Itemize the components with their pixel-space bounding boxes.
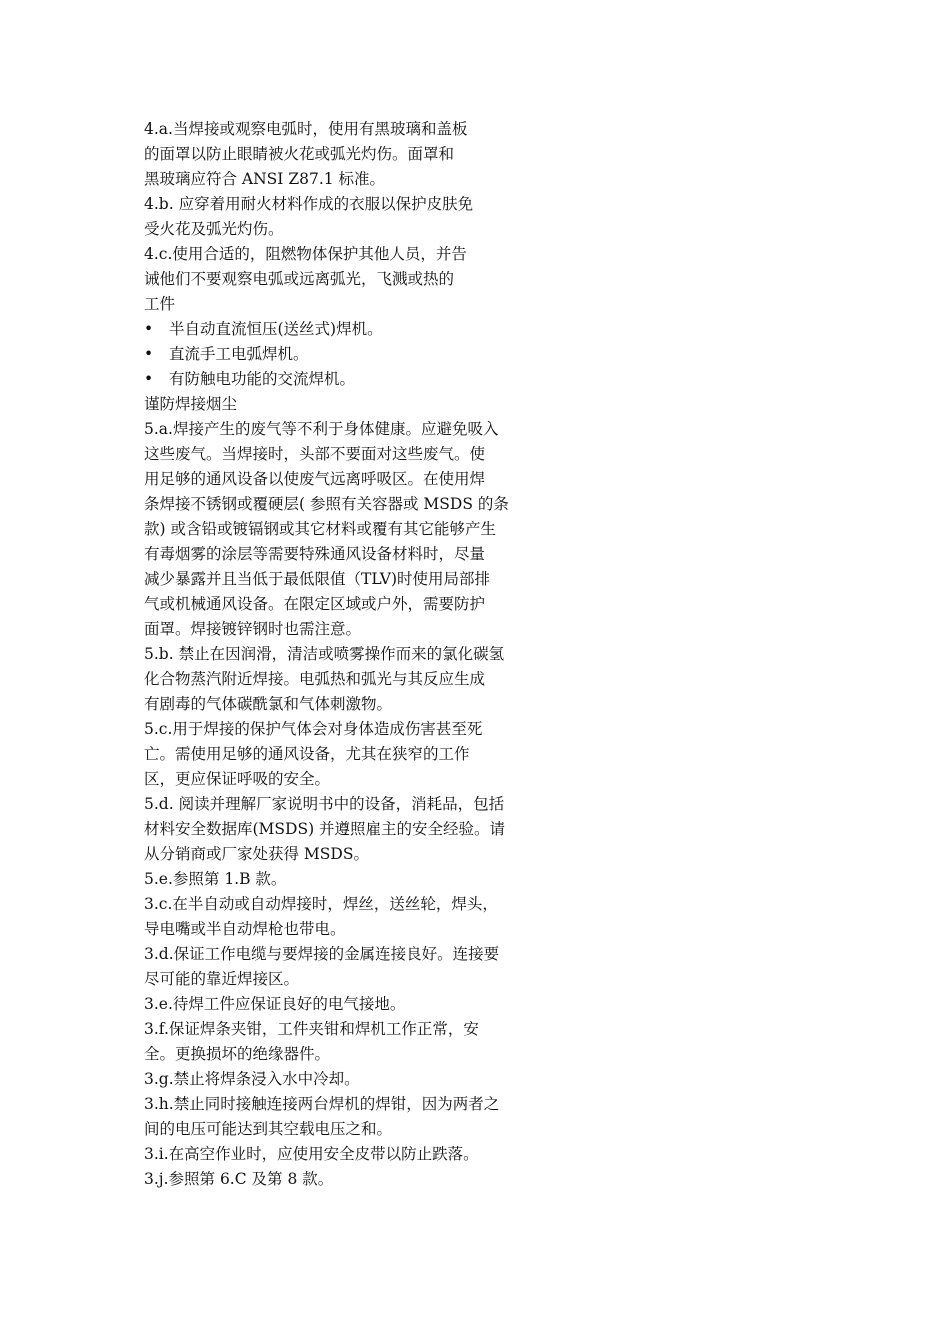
- text-line: 气或机械通风设备。在限定区域或户外，需要防护: [144, 595, 486, 613]
- text-line: 3.i.在高空作业时，应使用安全皮带以防止跌落。: [144, 1145, 479, 1163]
- text-line: 3.g.禁止将焊条浸入水中冷却。: [144, 1070, 360, 1088]
- text-line: 面罩。焊接镀锌钢时也需注意。: [144, 620, 362, 638]
- text-line: 有毒烟雾的涂层等需要特殊通风设备材料时，尽量: [144, 545, 486, 563]
- text-line: 从分销商或厂家处获得 MSDS。: [144, 845, 369, 863]
- text-line: 区，更应保证呼吸的安全。: [144, 770, 331, 788]
- text-line: 减少暴露并且当低于最低限值（TLV)时使用局部排: [144, 570, 491, 588]
- text-line: 5.e.参照第 1.B 款。: [144, 870, 287, 888]
- bullet-item: [144, 367, 564, 392]
- text-line: 条焊接不锈钢或覆硬层( 参照有关容器或 MSDS 的条: [144, 495, 509, 513]
- text-line: 亡。需使用足够的通风设备，尤其在狭窄的工作: [144, 745, 470, 763]
- text-line: 5.b. 禁止在因润滑，清洁或喷雾操作而来的氯化碳氢: [144, 645, 505, 663]
- text-line: 受火花及弧光灼伤。: [144, 220, 284, 238]
- text-line: 用足够的通风设备以使废气远离呼吸区。在使用焊: [144, 470, 486, 488]
- text-line: 有剧毒的气体碳酰氯和气体刺激物。: [144, 695, 393, 713]
- document-body: [144, 117, 564, 1192]
- bullet-icon: •: [144, 345, 154, 363]
- bullet-text: 有防触电功能的交流焊机。: [169, 370, 356, 388]
- text-line: 全。更换损坏的绝缘器件。: [144, 1045, 331, 1063]
- text-line: 导电嘴或半自动焊枪也带电。: [144, 920, 346, 938]
- section-heading: 谨防焊接烟尘: [144, 395, 238, 413]
- bullet-icon: •: [144, 320, 154, 338]
- text-line: 材料安全数据库(MSDS) 并遵照雇主的安全经验。请: [144, 820, 506, 838]
- text-line: 3.j.参照第 6.C 及第 8 款。: [144, 1170, 334, 1188]
- text-line: 3.h.禁止同时接触连接两台焊机的焊钳，因为两者之: [144, 1095, 500, 1113]
- text-line: 4.c.使用合适的，阻燃物体保护其他人员，并告: [144, 245, 467, 263]
- text-line: 4.a.当焊接或观察电弧时，使用有黑玻璃和盖板: [144, 120, 468, 138]
- text-line: 这些废气。当焊接时，头部不要面对这些废气。使: [144, 445, 486, 463]
- text-line: 工件: [144, 295, 176, 313]
- bullet-text: 半自动直流恒压(送丝式)焊机。: [169, 320, 383, 338]
- text-line: 3.f.保证焊条夹钳，工件夹钳和焊机工作正常，安: [144, 1020, 479, 1038]
- text-line: 5.c.用于焊接的保护气体会对身体造成伤害甚至死: [144, 720, 483, 738]
- text-line: 的面罩以防止眼睛被火花或弧光灼伤。面罩和: [144, 145, 455, 163]
- bullet-icon: •: [144, 370, 154, 388]
- text-line: 尽可能的靠近焊接区。: [144, 970, 300, 988]
- text-line: 3.c.在半自动或自动焊接时，焊丝，送丝轮，焊头，: [144, 895, 498, 913]
- text-line: 3.d.保证工作电缆与要焊接的金属连接良好。连接要: [144, 945, 500, 963]
- bullet-item: [144, 342, 564, 367]
- text-line: 黑玻璃应符合 ANSI Z87.1 标准。: [144, 170, 386, 188]
- text-line: 诫他们不要观察电弧或远离弧光，飞溅或热的: [144, 270, 455, 288]
- text-line: 间的电压可能达到其空载电压之和。: [144, 1120, 393, 1138]
- text-line: 化合物蒸汽附近焊接。电弧热和弧光与其反应生成: [144, 670, 486, 688]
- bullet-text: 直流手工电弧焊机。: [169, 345, 309, 363]
- text-line: 4.b. 应穿着用耐火材料作成的衣服以保护皮肤免: [144, 195, 474, 213]
- text-line: 3.e.待焊工件应保证良好的电气接地。: [144, 995, 406, 1013]
- text-line: 款) 或含铅或镀镉钢或其它材料或覆有其它能够产生: [144, 520, 496, 538]
- text-line: 5.a.焊接产生的废气等不利于身体健康。应避免吸入: [144, 420, 499, 438]
- text-line: 5.d. 阅读并理解厂家说明书中的设备，消耗品，包括: [144, 795, 505, 813]
- bullet-item: [144, 317, 564, 342]
